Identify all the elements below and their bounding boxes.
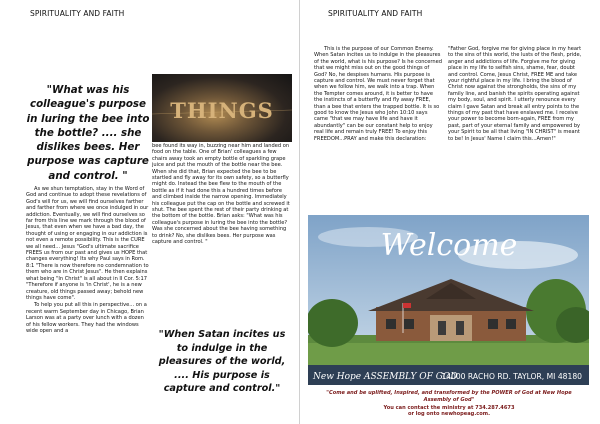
left-column-1 bbox=[26, 186, 150, 334]
contact-phone-line: You can contact the ministry at 734.287.4673 bbox=[383, 405, 515, 411]
contact-info bbox=[320, 405, 578, 418]
pull-quote-satan: "When Satan incites us to indulge in the pleasures of the world, .... His purpose is capture and control." bbox=[158, 329, 286, 395]
right-page-header: SPIRITUALITY AND FAITH bbox=[328, 9, 423, 18]
church-photo bbox=[308, 215, 589, 385]
church-tagline: "Come and be uplifted, Inspired, and transformed by the POWER of God at New Hope Assembly of God" bbox=[326, 390, 572, 403]
right-page bbox=[300, 0, 600, 424]
church-address: 14000 RACHO RD. TAYLOR, MI 48180 bbox=[441, 372, 582, 381]
church-name: New Hope ASSEMBLY OF GOD bbox=[313, 372, 458, 382]
right-column-2 bbox=[448, 46, 582, 142]
left-col2-paragraph-1: bee found its way in, buzzing near him and landed on food on the table. One of Brian' colleagues a few chairs away took an empty bottle of sparkling grape juice and put the mouth of the bottle near the bee. When she did that, Brian expected the bee to be startled and fly away for its own safety, so a butterfly might do. Instead the bee flew to the mouth of the bottle as if it had done this a hundred times before and climbed inside the narrow opening. Immediately his colleague put the cap on the bottle and screwed it shut. The bee spent the rest of their party drinking at the bottom of the bottle. Brian asks: "What was his colleague's purpose in luring the bee into the bottle? Was she concerned about the bee having something to drink? No, she dislikes bees. Her purpose was capture and control. " bbox=[152, 143, 290, 246]
right-column-1 bbox=[314, 46, 442, 142]
things-image-word: THINGS bbox=[170, 98, 274, 123]
right-col1-paragraph-1: This is the purpose of our Common Enemy. When Satan incites us to indulge in the pleasures of the world, what is his purpose? Is he concerned that we might miss out on the good things of God? No, he despises humans. His purpose is capture and control. We must never forget that when we follow him, we walk into a trap. When the Tempter comes around, it is better to have the instincts of a butterfly and fly away FREE, than a bee that enters the trapped bottle. It is so good to know the Jesus who John 10:10 says came "that we may have life and have it abundantly" can be our constant help to enjoy real life and remain truly FREE! To enjoy this FREEDOM...PRAY and make this declaration: bbox=[314, 46, 442, 142]
left-col1-paragraph-1: As we shun temptation, stay in the Word of God and continue to adopt these revelations of God's will for us, we will find ourselves farther and farther from where we once indulged in our addiction. Eventually, we will find ourselves so far from this line we mark through the blood of Jesus, that even when we have a bad day, the thought of using or engaging in our addiction is not even a remote possibility. This is the CURE we all need... Jesus "God's ultimate sacrifice FREES us from our past and gives us HOPE that changes everything! Its why Paul says in Rom. 8:1 "There is now therefore no condemnation to them who are in Christ Jesus". He then explains what being "In Christ" is all about in II Cor. 5:17 "Therefore if anyone is 'in Christ', he is a new creature, old things passed away; behold new things have come". bbox=[26, 186, 149, 301]
things-image-art bbox=[152, 74, 292, 142]
left-col1-paragraph-2: To help you put all this in perspective... on a recent warm September day in Chicago, Brian Larson was at a party over lunch with a dozen of his fellow workers. They had the windows wide open and a bbox=[26, 302, 147, 334]
right-col2-paragraph-1: "Father God, forgive me for giving place in my heart to the sins of this world, the lusts of the flesh, pride, anger and addictions of life. Forgive me for giving place in my life to selfish sins, shame, fear, doubt and control. Come, Jesus Christ, FREE ME and take your rightful place in my life. I bring the blood of Christ now against the strongholds, the sins of my family line, and banish the spirits operating against my body, soul, and spirit. I utterly renounce every claim I gave Satan and break all entry points to the things of my past that have enslaved me. I receive your power to become born-again, FREE from my past, part of your eternal family and empowered by your Spirit to be all that living "IN CHRIST" is meant to be! In Jesus' Name I claim this...Amen!" bbox=[448, 46, 582, 142]
church-welcome-banner bbox=[308, 215, 589, 385]
left-column-2 bbox=[152, 143, 290, 246]
things-image bbox=[152, 74, 292, 142]
welcome-heading: Welcome bbox=[380, 228, 518, 263]
contact-web-line: or log onto newhopeag.com. bbox=[407, 411, 491, 418]
pull-quote-bee: "What was his colleague's purpose in luring the bee into the bottle? .... she dislikes bees. Her purpose was capture and control. " bbox=[26, 84, 150, 182]
left-page-header: SPIRITUALITY AND FAITH bbox=[30, 9, 125, 18]
